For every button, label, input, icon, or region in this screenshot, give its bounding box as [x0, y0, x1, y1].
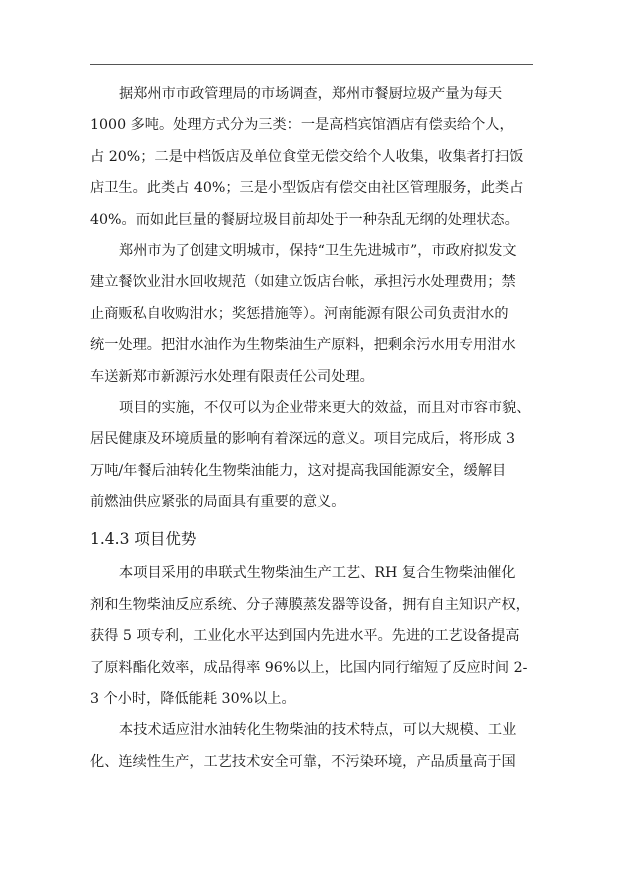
section-heading: 1.4.3 项目优势: [90, 530, 197, 549]
paragraph-market-survey: [90, 79, 530, 236]
document-body: [90, 79, 530, 778]
paragraph-technology: [90, 558, 530, 715]
paragraph-line: 项目的实施，不仅可以为企业带来更大的效益，而且对市容市貌、: [119, 399, 531, 416]
paragraph-line: 止商贩私自收购泔水；奖惩措施等）。河南能源有限公司负责泔水的: [90, 305, 509, 322]
paragraph-line: 据郑州市市政管理局的市场调查，郑州市餐厨垃圾产量为每天: [119, 86, 503, 102]
paragraph-line: 郑州市为了创建文明城市，保持“卫生先进城市”，市政府拟发文: [119, 242, 517, 259]
paragraph-line: 前燃油供应紧张的局面具有重要的意义。: [90, 494, 346, 511]
paragraph-line: 化、连续性生产，工艺技术安全可靠，不污染环境，产品质量高于国: [90, 753, 516, 770]
paragraph-line: 建立餐饮业泔水回收规范（如建立饭店台帐，承担污水处理费用；禁: [90, 274, 516, 291]
paragraph-line: 本项目采用的串联式生物柴油生产工艺、RH 复合生物柴油催化: [119, 565, 516, 582]
paragraph-line: 居民健康及环境质量的影响有着深远的意义。项目完成后，将形成 3: [90, 431, 515, 448]
paragraph-line: 店卫生。此类占 40%；三是小型饭店有偿交由社区管理服务，此类占: [90, 180, 524, 197]
paragraph-line: 40%。而如此巨量的餐厨垃圾目前却处于一种杂乱无纲的处理状态。: [90, 211, 519, 228]
paragraph-technical-features: [90, 715, 530, 778]
paragraph-line: 本技术适应泔水油转化生物柴油的技术特点，可以大规模、工业: [119, 722, 517, 739]
paragraph-line: 统一处理。把泔水油作为生物柴油生产原料，把剩余污水用专用泔水: [90, 337, 516, 354]
paragraph-line: 3 个小时，降低能耗 30%以上。: [90, 691, 296, 708]
paragraph-line: 万吨/年餐后油转化生物柴油能力，这对提高我国能源安全，缓解目: [90, 462, 507, 479]
paragraph-line: 了原料酯化效率，成品得率 96%以上，比国内同行缩短了反应时间 2-: [90, 659, 528, 676]
paragraph-project-significance: [90, 393, 530, 519]
paragraph-line: 占 20%；二是中档饭店及单位食堂无偿交给个人收集，收集者打扫饭: [90, 148, 524, 165]
paragraph-line: 车送新郑市新源污水处理有限责任公司处理。: [90, 368, 374, 385]
header-rule: [90, 64, 533, 65]
paragraph-line: 获得 5 项专利，工业化水平达到国内先进水平。先进的工艺设备提高: [90, 628, 520, 645]
paragraph-city-policy: [90, 236, 530, 393]
paragraph-line: 1000 多吨。处理方式分为三类：一是高档宾馆酒店有偿卖给个人，: [90, 117, 514, 134]
paragraph-line: 剂和生物柴油反应系统、分子薄膜蒸发器等设备，拥有自主知识产权，: [90, 596, 530, 613]
